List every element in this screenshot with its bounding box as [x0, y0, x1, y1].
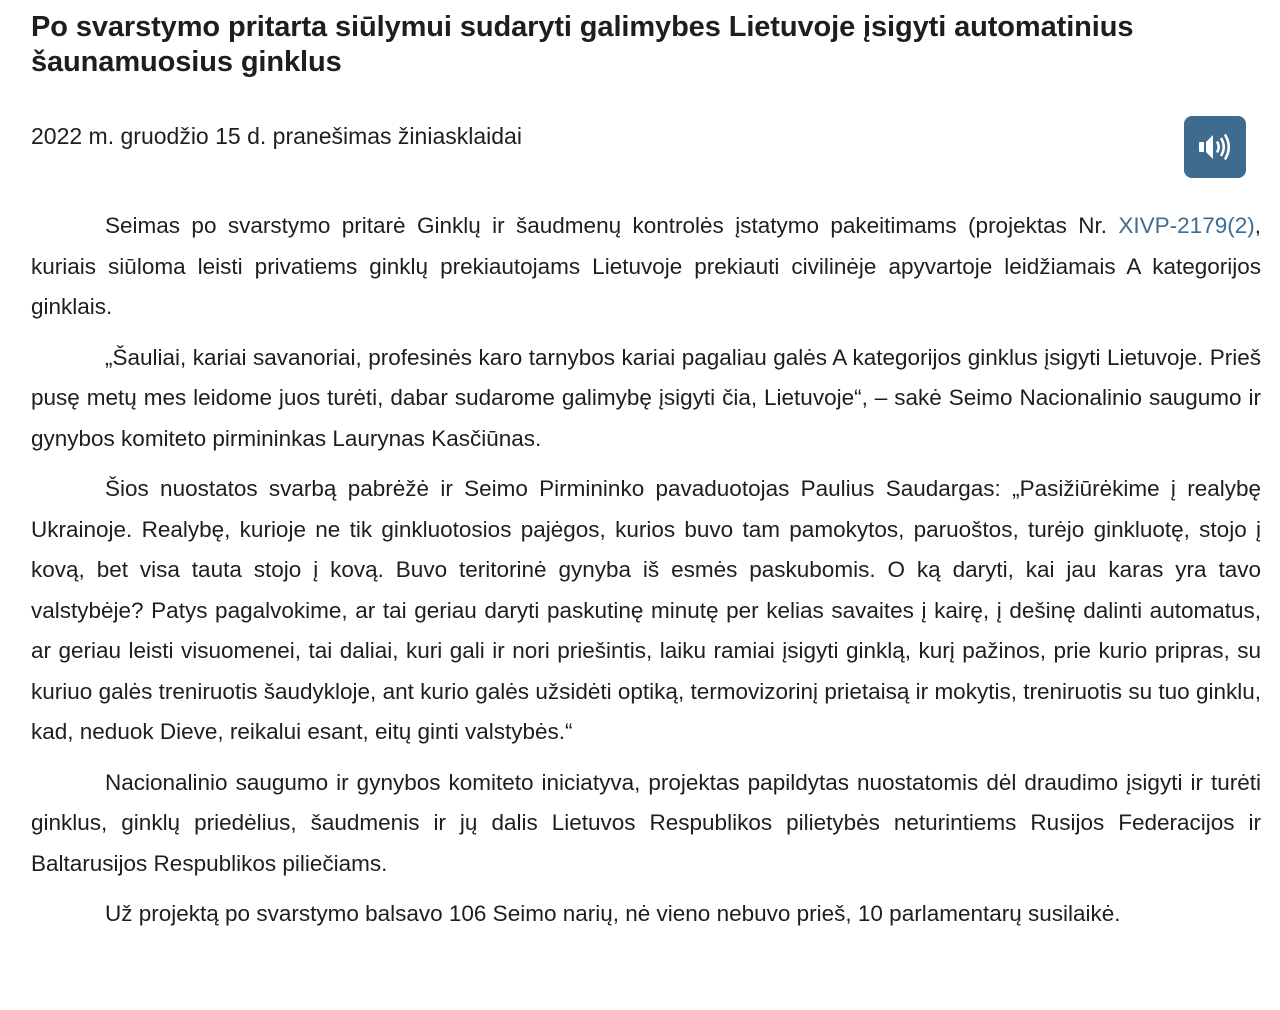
listen-audio-button[interactable]	[1184, 116, 1246, 178]
paragraph-1	[31, 206, 1261, 328]
article-body	[31, 206, 1261, 945]
article-subtitle: 2022 m. gruodžio 15 d. pranešimas žiniasklaidai	[31, 123, 522, 149]
speaker-volume-icon	[1198, 132, 1232, 162]
project-link[interactable]: XIVP-2179(2)	[1118, 213, 1255, 238]
paragraph-1-text-b: , kuriais siūloma leisti privatiems ginklų prekiautojams Lietuvoje prekiauti civilinėje apyvartoje leidžiamais A kategorijos ginklais.	[31, 213, 1261, 319]
paragraph-3: Šios nuostatos svarbą pabrėžė ir Seimo Pirmininko pavaduotojas Paulius Saudargas: „Pasižiūrėkime į realybę Ukrainoje. Realybę, kurioje ne tik ginkluotosios pajėgos, kurios buvo tam pamokytos, paruoštos, turėjo ginkluotę, stojo į kovą, bet visa tauta stojo į kovą. Buvo teritorinė gynyba iš esmės paskubomis. O ką daryti, kai jau karas yra tavo valstybėje? Patys pagalvokime, ar tai geriau daryti paskutinę minutę per kelias savaites į kairę, į dešinę dalinti automatus, ar geriau leisti visuomenei, tai daliai, kuri gali ir nori priešintis, laiku ramiai įsigyti ginklą, kurį pažinos, prie kurio pripras, su kuriuo galės treniruotis šaudykloje, ant kurio galės užsidėti optiką, termovizorinį prietaisą ir mokytis, treniruotis su tuo ginklu, kad, neduok Dieve, reikalui esant, eitų ginti valstybės.“	[31, 476, 1261, 744]
article-header	[31, 10, 1261, 152]
paragraph-1-text-a: Seimas po svarstymo pritarė Ginklų ir šaudmenų kontrolės įstatymo pakeitimams (projektas Nr.	[105, 213, 1119, 238]
paragraph-5: Už projektą po svarstymo balsavo 106 Seimo narių, nė vieno nebuvo prieš, 10 parlamentarų susilaikė.	[105, 901, 1121, 926]
article-title: Po svarstymo pritarta siūlymui sudaryti galimybes Lietuvoje įsigyti automatinius šaunamuosius ginklus	[31, 11, 1134, 78]
paragraph-4: Nacionalinio saugumo ir gynybos komiteto iniciatyva, projektas papildytas nuostatomis dėl draudimo įsigyti ir turėti ginklus, ginklų priedėlius, šaudmenis ir jų dalis Lietuvos Respublikos pilietybės neturintiems Rusijos Federacijos ir Baltarusijos Respublikos piliečiams.	[31, 769, 1261, 876]
paragraph-2: „Šauliai, kariai savanoriai, profesinės karo tarnybos kariai pagaliau galės A kategorijos ginklus įsigyti Lietuvoje. Prieš pusę metų mes leidome juos turėti, dabar sudarome galimybę įsigyti čia, Lietuvoje“, – sakė Seimo Nacionalinio saugumo ir gynybos komiteto pirmininkas Laurynas Kasčiūnas.	[31, 344, 1261, 451]
